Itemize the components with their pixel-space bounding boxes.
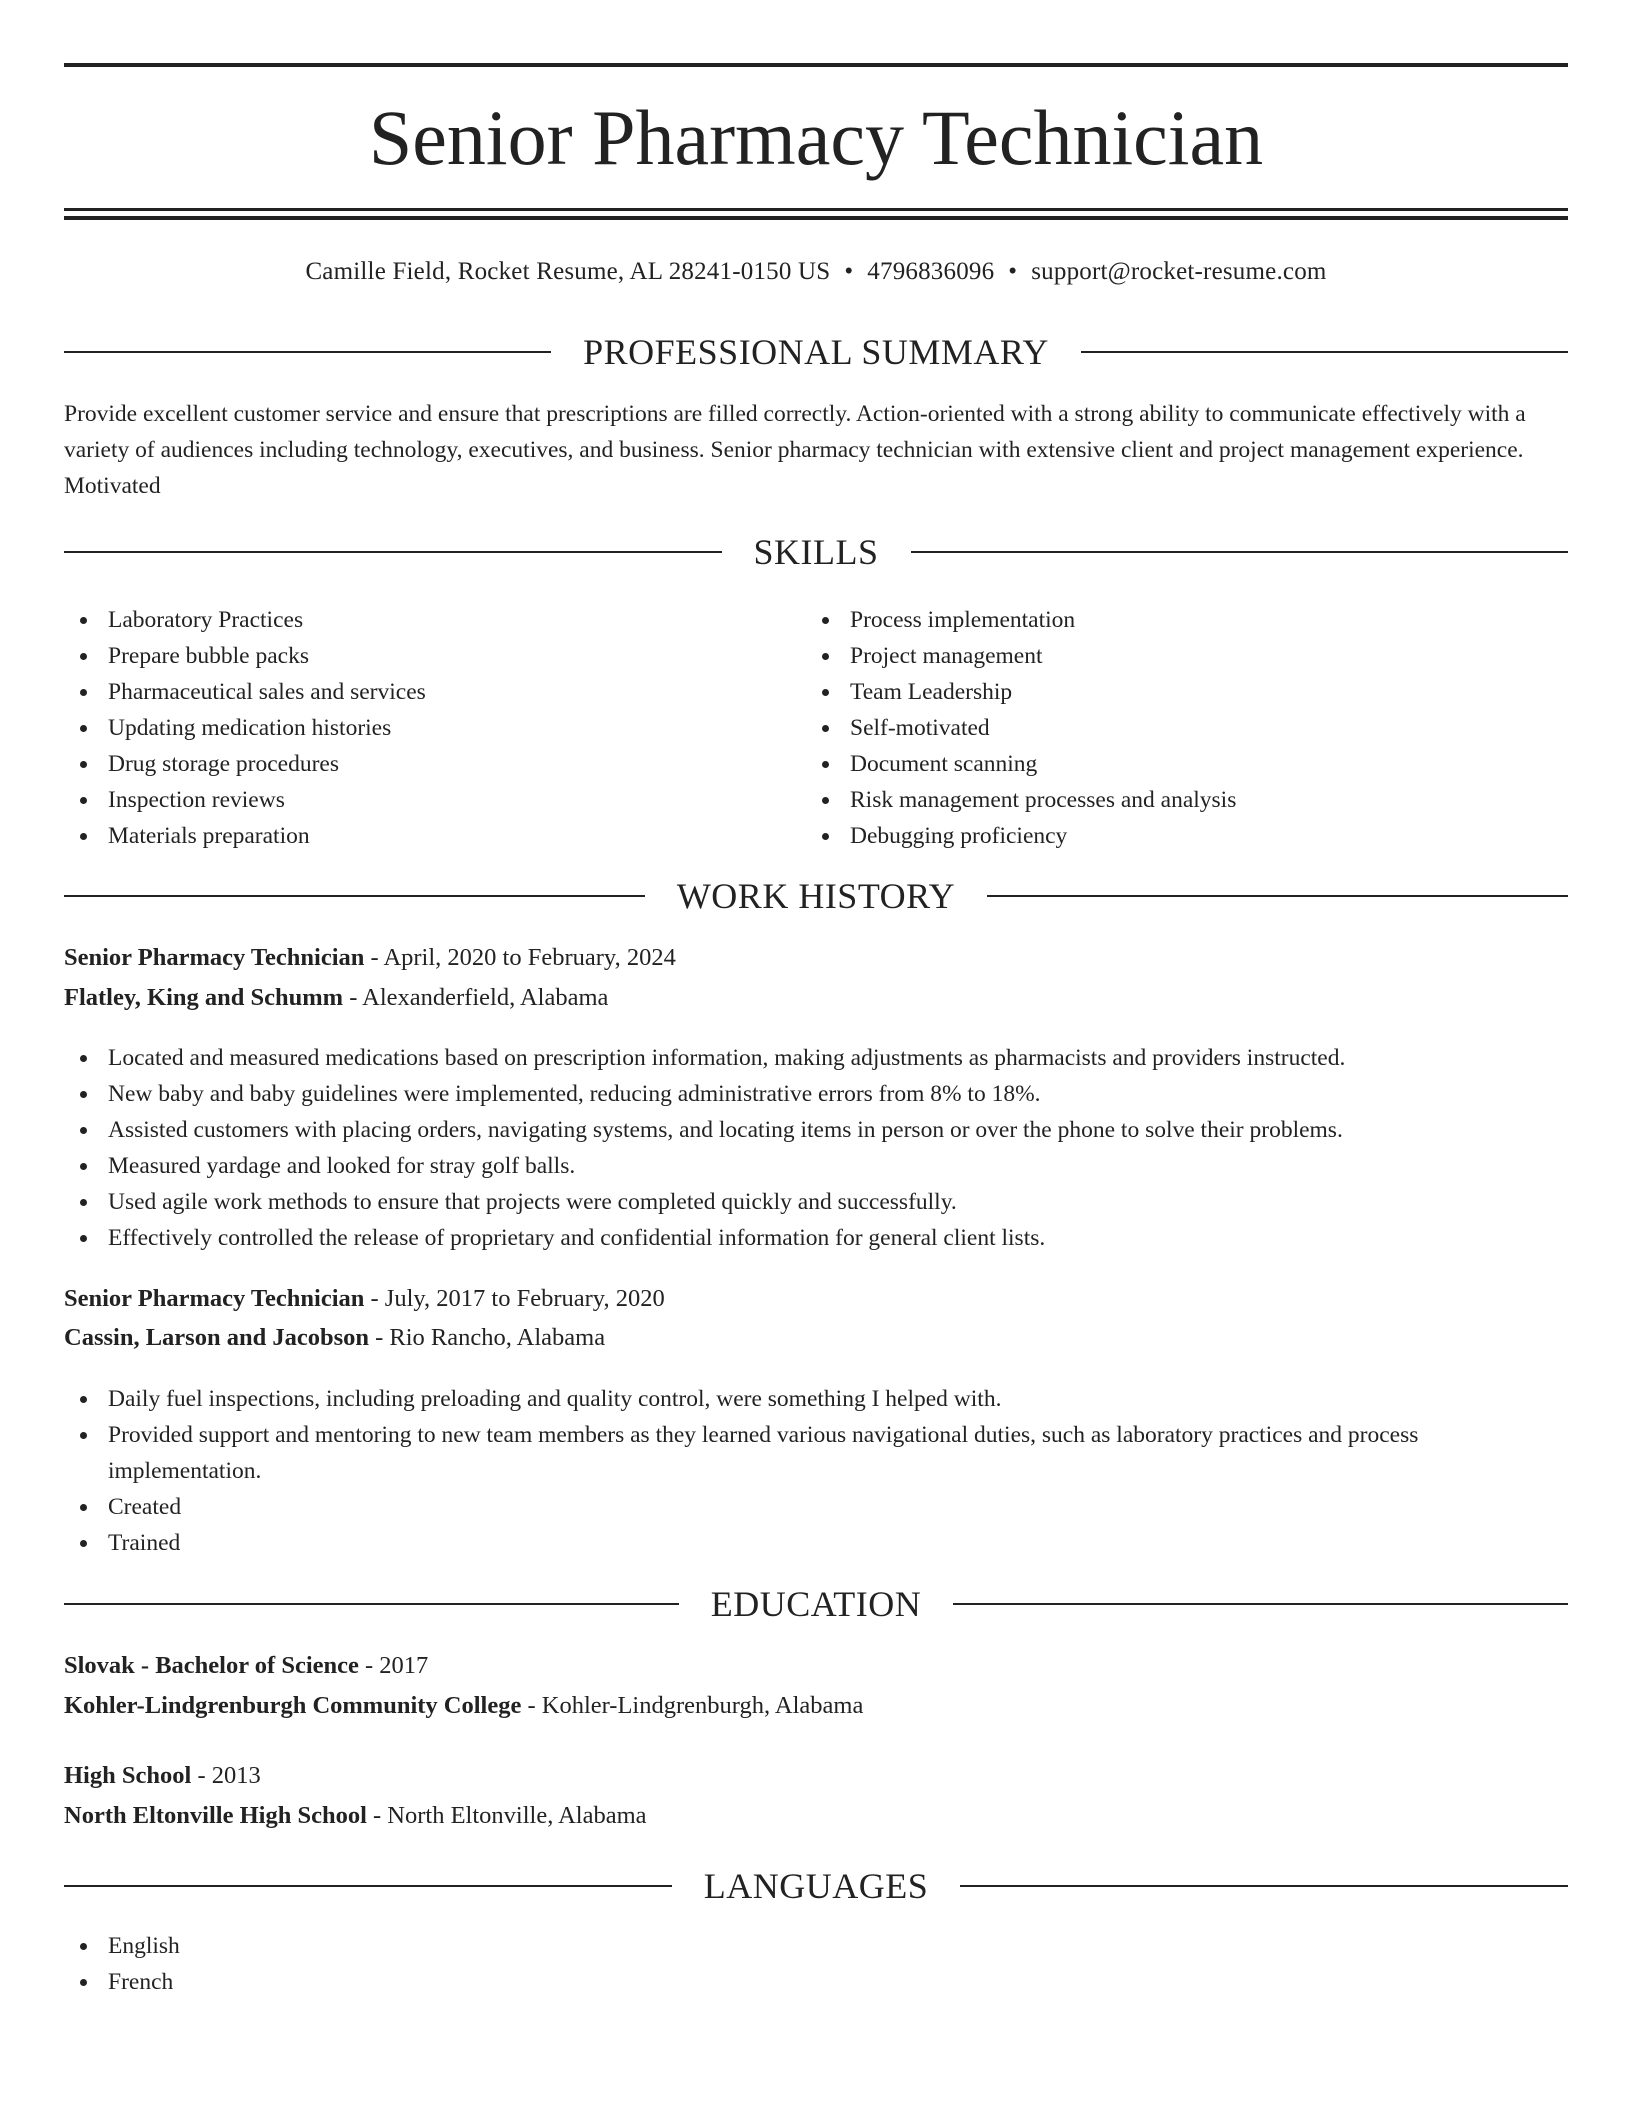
job-location: - Alexanderfield, Alabama: [343, 984, 609, 1011]
heading-rule: [64, 1603, 679, 1605]
job-title: Senior Pharmacy Technician: [64, 944, 365, 971]
section-heading-work-history: [64, 874, 1568, 918]
contact-separator: •: [1008, 258, 1018, 285]
title-double-rule: [64, 208, 1568, 220]
skill-item: Pharmaceutical sales and services: [64, 674, 764, 710]
section-title: EDUCATION: [710, 1584, 922, 1624]
skill-item: Process implementation: [806, 602, 1506, 638]
skill-item: Laboratory Practices: [64, 602, 764, 638]
job-company: Flatley, King and Schumm: [64, 984, 344, 1011]
skill-item: Debugging proficiency: [806, 818, 1506, 854]
contact-address: Camille Field, Rocket Resume, AL 28241-0150 US: [305, 258, 831, 285]
heading-rule: [64, 895, 645, 897]
job-bullet: Measured yardage and looked for stray golf balls.: [64, 1148, 1568, 1184]
section-heading-education: [64, 1582, 1568, 1626]
contact-email: support@rocket-resume.com: [1031, 258, 1327, 285]
job-location: - Rio Rancho, Alabama: [368, 1324, 606, 1351]
education-degree-line: [64, 1646, 1568, 1686]
heading-rule: [960, 1885, 1568, 1887]
skill-item: Inspection reviews: [64, 782, 764, 818]
page-title: Senior Pharmacy Technician: [368, 94, 1264, 181]
section-title: PROFESSIONAL SUMMARY: [583, 332, 1049, 372]
heading-rule: [64, 1885, 672, 1887]
job-bullet: New baby and baby guidelines were implemented, reducing administrative errors from 8% to 18%.: [64, 1076, 1568, 1112]
contact-separator: •: [844, 258, 854, 285]
language-item: French: [64, 1964, 764, 2000]
job-company: Cassin, Larson and Jacobson: [64, 1324, 369, 1351]
contact-line: [64, 252, 1568, 292]
section-title: LANGUAGES: [703, 1866, 929, 1906]
job-bullet: Trained: [64, 1525, 1568, 1561]
job-bullet: Daily fuel inspections, including preloading and quality control, were something I helped with.: [64, 1381, 1568, 1417]
education-degree: Slovak - Bachelor of Science: [64, 1652, 359, 1679]
job-bullet: Effectively controlled the release of proprietary and confidential information for general client lists.: [64, 1220, 1568, 1256]
job-dates: - July, 2017 to February, 2020: [364, 1285, 665, 1312]
job-company-line: [64, 1318, 1568, 1358]
job-company-line: [64, 978, 1568, 1018]
job-dates: - April, 2020 to February, 2024: [364, 944, 676, 971]
skill-item: Self-motivated: [806, 710, 1506, 746]
education-location: - North Eltonville, Alabama: [366, 1802, 647, 1829]
skill-item: Drug storage procedures: [64, 746, 764, 782]
job-bullet: Assisted customers with placing orders, navigating systems, and locating items in person or over the phone to solve their problems.: [64, 1112, 1568, 1148]
skill-item: Project management: [806, 638, 1506, 674]
language-item: English: [64, 1928, 764, 1964]
heading-rule: [64, 351, 551, 353]
job-bullets: [64, 1040, 1568, 1256]
education-degree-line: [64, 1756, 1568, 1796]
education-year: - 2013: [191, 1762, 261, 1789]
skill-item: Risk management processes and analysis: [806, 782, 1506, 818]
job-title-line: [64, 938, 1568, 978]
section-heading-summary: [64, 330, 1568, 374]
section-title: SKILLS: [753, 532, 879, 572]
job-bullet: Located and measured medications based on prescription information, making adjustments as pharmacists and providers instructed.: [64, 1040, 1568, 1076]
job-title: Senior Pharmacy Technician: [64, 1285, 365, 1312]
top-rule: [64, 63, 1568, 67]
heading-rule: [1081, 351, 1568, 353]
skills-column-right: [806, 602, 1506, 854]
job-bullet: Provided support and mentoring to new team members as they learned various navigational duties, such as laboratory practices and process implementation.: [64, 1417, 1568, 1489]
skill-item: Document scanning: [806, 746, 1506, 782]
heading-rule: [987, 895, 1568, 897]
section-heading-languages: [64, 1864, 1568, 1908]
skill-item: Team Leadership: [806, 674, 1506, 710]
section-title: WORK HISTORY: [676, 876, 956, 916]
summary-text: Provide excellent customer service and ensure that prescriptions are filled correctly. Action-oriented with a strong ability to communicate effectively with a variety of audiences including technology, executives, and business. Senior pharmacy technician with extensive client and project management experience. Motivated: [64, 401, 1526, 499]
heading-rule: [953, 1603, 1568, 1605]
education-school-line: [64, 1796, 1568, 1836]
section-heading-skills: [64, 530, 1568, 574]
skill-item: Materials preparation: [64, 818, 764, 854]
job-bullets: [64, 1381, 1568, 1561]
education-school: North Eltonville High School: [64, 1802, 367, 1829]
heading-rule: [64, 551, 722, 553]
heading-rule: [911, 551, 1569, 553]
job-bullet: Created: [64, 1489, 1568, 1525]
skill-item: Updating medication histories: [64, 710, 764, 746]
contact-phone: 4796836096: [867, 258, 995, 285]
education-location: - Kohler-Lindgrenburgh, Alabama: [521, 1692, 864, 1719]
education-school-line: [64, 1686, 1568, 1726]
education-year: - 2017: [358, 1652, 429, 1679]
job-bullet: Used agile work methods to ensure that projects were completed quickly and successfully.: [64, 1184, 1568, 1220]
skill-item: Prepare bubble packs: [64, 638, 764, 674]
education-school: Kohler-Lindgrenburgh Community College: [64, 1692, 522, 1719]
languages-list: [64, 1928, 764, 2000]
job-title-line: [64, 1279, 1568, 1319]
skills-column-left: [64, 602, 764, 854]
education-degree: High School: [64, 1762, 192, 1789]
